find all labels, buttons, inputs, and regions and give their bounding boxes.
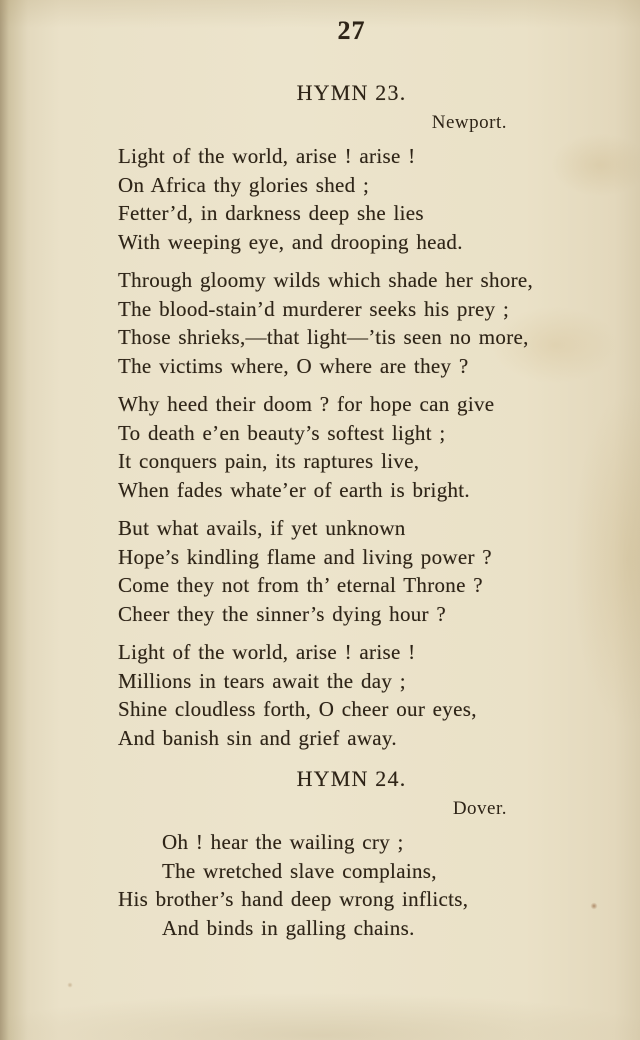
verse-line: And binds in galling chains. <box>162 915 415 940</box>
verse-line: Light of the world, arise ! arise ! <box>118 144 416 168</box>
verse-line: But what avails, if yet unknown <box>118 516 406 540</box>
verse-line: And banish sin and grief away. <box>118 725 397 750</box>
hymn-24 <box>118 766 585 942</box>
verse-line: Fetter’d, in darkness deep she lies <box>118 201 424 225</box>
verse-line: Millions in tears await the day ; <box>118 668 406 693</box>
hymn-23 <box>118 80 585 752</box>
verse-line: Why heed their doom ? for hope can give <box>118 392 495 416</box>
verse-line: On Africa thy glories shed ; <box>118 172 370 197</box>
stanza <box>118 638 585 752</box>
page-number: 27 <box>337 16 366 45</box>
verse-line: Those shrieks,—that light—’tis seen no more, <box>118 325 529 349</box>
hymn-title: HYMN 23. <box>296 80 407 105</box>
verse-line: With weeping eye, and drooping head. <box>118 229 463 254</box>
verse-line: Come they not from th’ eternal Throne ? <box>118 573 483 597</box>
stanza <box>118 142 585 256</box>
verse-line: Hope’s kindling flame and living power ? <box>118 544 492 569</box>
verse-line: When fades whate’er of earth is bright. <box>118 477 470 502</box>
stanza <box>118 514 585 628</box>
tune-name: Newport. <box>431 112 507 133</box>
verse-line: It conquers pain, its raptures live, <box>118 449 420 473</box>
verse-line: Oh ! hear the wailing cry ; <box>162 830 404 854</box>
verse-line: The victims where, O where are they ? <box>118 353 469 378</box>
verse-line: The wretched slave complains, <box>162 858 437 883</box>
hymn-title: HYMN 24. <box>296 766 407 791</box>
tune-name: Dover. <box>452 798 507 819</box>
verse-line: To death e’en beauty’s softest light ; <box>118 420 446 445</box>
verse-line: Cheer they the sinner’s dying hour ? <box>118 601 447 626</box>
stanza <box>118 828 585 942</box>
verse-line: The blood-stain’d murderer seeks his prey ; <box>118 296 510 321</box>
verse-line: Light of the world, arise ! arise ! <box>118 640 416 664</box>
verse-line: Shine cloudless forth, O cheer our eyes, <box>118 697 477 721</box>
verse-line: Through gloomy wilds which shade her shore, <box>118 268 534 292</box>
verse-line: His brother’s hand deep wrong inflicts, <box>118 887 469 911</box>
stanza <box>118 390 585 504</box>
stanza <box>118 266 585 380</box>
